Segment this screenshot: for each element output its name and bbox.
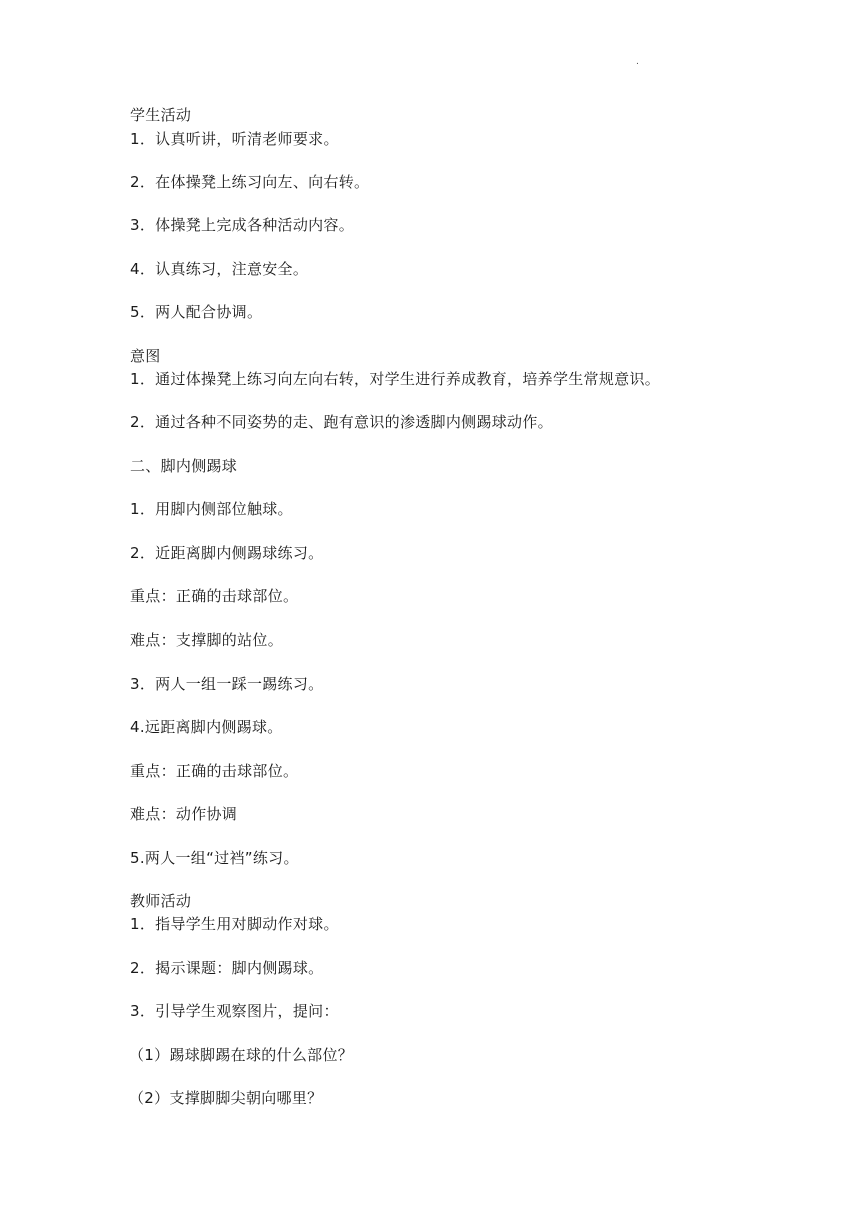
student-activity-item: 3．体操凳上完成各种活动内容。 <box>130 216 355 234</box>
intent-item: 2．通过各种不同姿势的走、跑有意识的渗透脚内侧踢球动作。 <box>130 413 553 431</box>
section-two-line: 难点：支撑脚的站位。 <box>130 631 284 649</box>
teacher-activity-item: （2）支撑脚脚尖朝向哪里？ <box>129 1089 323 1107</box>
section-two-line: 2．近距离脚内侧踢球练习。 <box>130 544 324 562</box>
section-two-line: 3．两人一组一踩一踢练习。 <box>130 675 324 693</box>
page-mark: . <box>636 57 639 67</box>
intent-heading: 意图 <box>130 347 161 365</box>
student-activity-item: 2．在体操凳上练习向左、向右转。 <box>130 173 370 191</box>
teacher-activity-item: （1）踢球脚踢在球的什么部位？ <box>129 1046 354 1064</box>
teacher-activity-item: 3．引导学生观察图片，提问： <box>130 1002 339 1020</box>
section-two-line: 重点：正确的击球部位。 <box>130 587 299 605</box>
section-two-line: 5.两人一组“过裆”练习。 <box>130 849 299 867</box>
teacher-activity-item: 1．指导学生用对脚动作对球。 <box>130 915 339 933</box>
teacher-activity-item: 2．揭示课题：脚内侧踢球。 <box>130 959 324 977</box>
section-two-line: 1．用脚内侧部位触球。 <box>130 500 293 518</box>
section-two-line: 难点：动作协调 <box>130 805 238 823</box>
student-activity-item: 5．两人配合协调。 <box>130 303 263 321</box>
intent-item: 1．通过体操凳上练习向左向右转，对学生进行养成教育，培养学生常规意识。 <box>130 370 661 388</box>
section-two-heading: 二、脚内侧踢球 <box>130 457 238 475</box>
section-two-line: 4.远距离脚内侧踢球。 <box>130 718 283 736</box>
teacher-activity-heading: 教师活动 <box>130 892 192 910</box>
student-activity-item: 4．认真练习，注意安全。 <box>130 260 309 278</box>
student-activity-item: 1．认真听讲，听清老师要求。 <box>130 130 339 148</box>
section-two-line: 重点：正确的击球部位。 <box>130 762 299 780</box>
student-activity-heading: 学生活动 <box>130 106 192 124</box>
